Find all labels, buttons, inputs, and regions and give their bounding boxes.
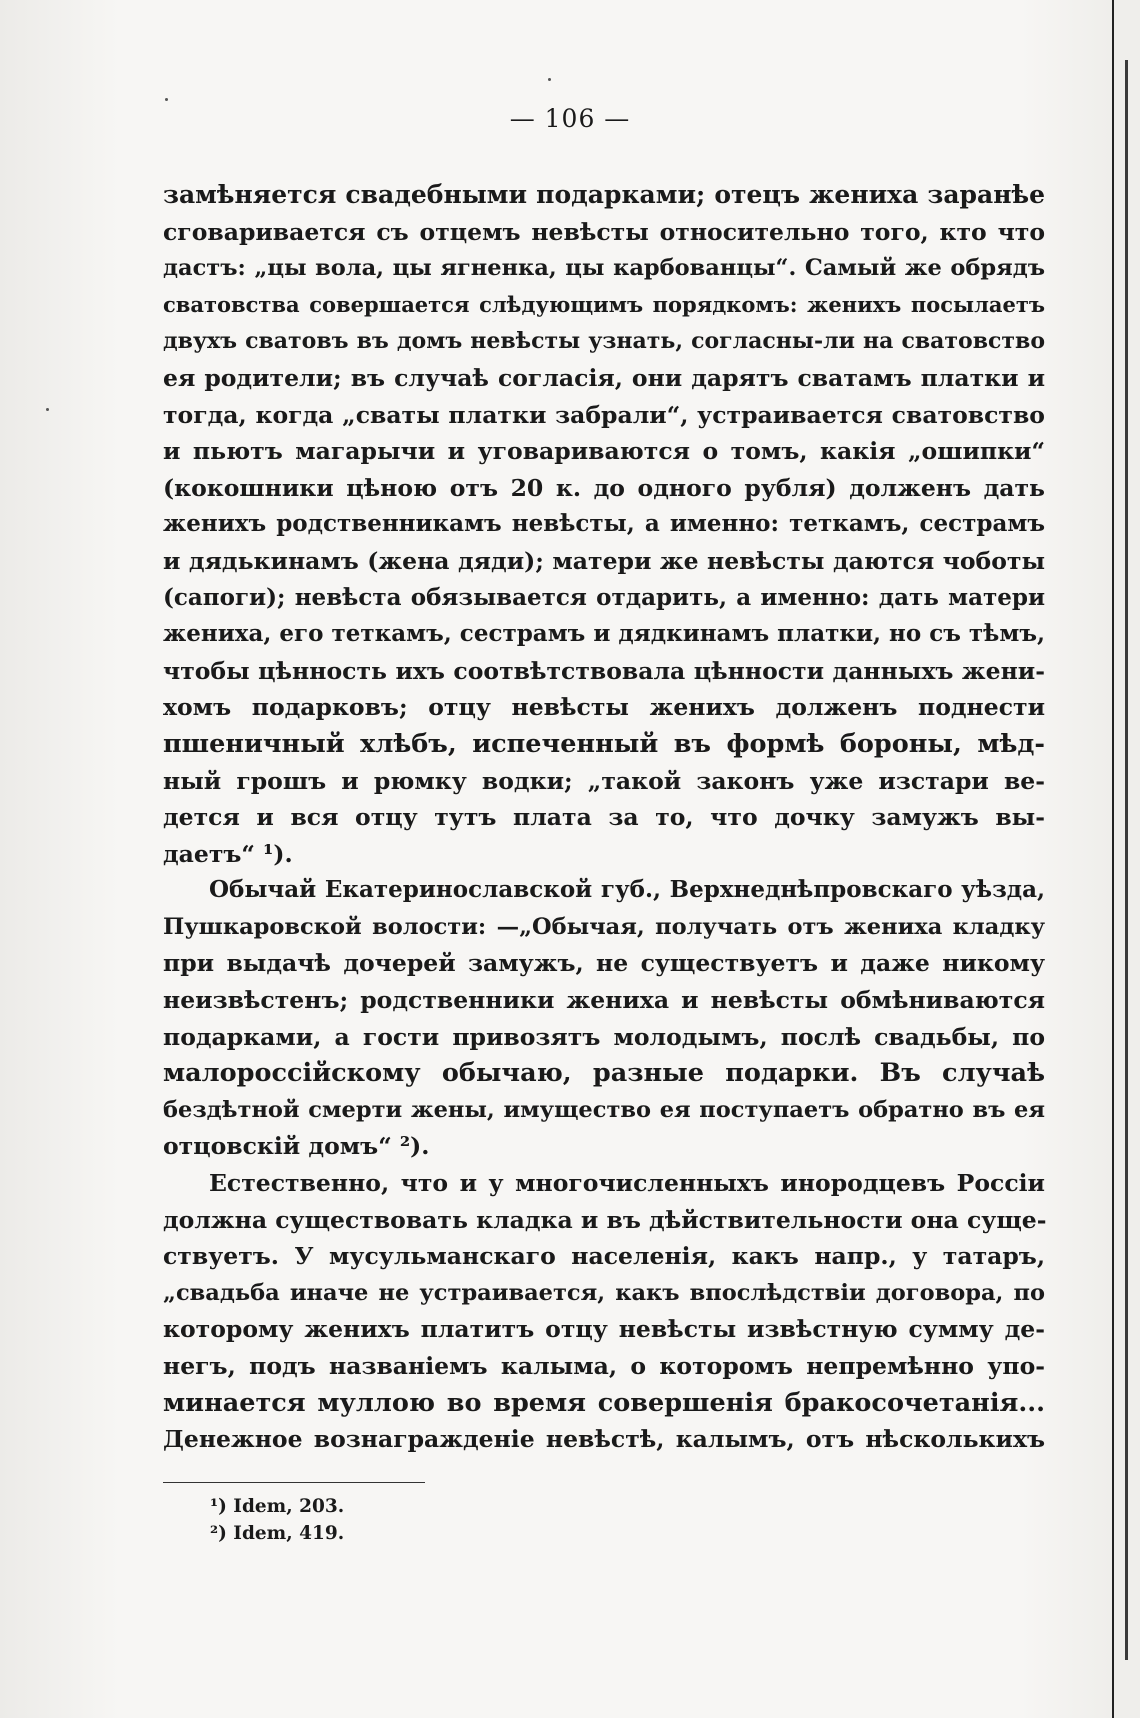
speck	[165, 98, 168, 101]
footnote-1: ¹) Idem, 203.	[210, 1496, 345, 1517]
text-line: двухъ сватовъ въ домъ невѣсты узнать, согласны-ли на сватовство	[163, 328, 1045, 355]
text-line: дется и вся отцу тутъ плата за то, что дочку замужъ вы-	[163, 803, 1045, 832]
footnote-2: ²) Idem, 419.	[210, 1523, 345, 1544]
text-line: ный грошъ и рюмку водки; „такой законъ уже изстари ве-	[163, 766, 1045, 795]
text-line: чтобы цѣнность ихъ соотвѣтствовала цѣнности данныхъ жени-	[163, 656, 1045, 685]
text-line: Денежное вознагражденіе невѣстѣ, калымъ, отъ нѣсколькихъ	[163, 1425, 1045, 1454]
page-edge-line	[1112, 0, 1114, 1718]
text-line: отцовскій домъ“ ²).	[163, 1132, 430, 1161]
footnotes	[210, 1493, 344, 1547]
text-line: хомъ подарковъ; отцу невѣсты женихъ долженъ поднести	[163, 693, 1045, 722]
text-line: Естественно, что и у многочисленныхъ инородцевъ Россіи	[209, 1169, 1045, 1198]
text-line: сватовства совершается слѣдующимъ порядкомъ: женихъ посылаетъ	[163, 291, 1045, 317]
text-line: дастъ: „цы вола, цы ягненка, цы карбованцы“. Самый же обрядъ	[163, 255, 1045, 282]
text-line: Обычай Екатеринославской губ., Верхнеднѣпровскаго уѣзда,	[209, 876, 1045, 904]
text-line: бездѣтной смерти жены, имущество ея поступаетъ обратно въ ея	[163, 1096, 1045, 1123]
text-line: тогда, когда „сваты платки забрали“, устраивается сватовство	[163, 400, 1045, 429]
text-line: даетъ“ ¹).	[163, 839, 293, 868]
text-line: (сапоги); невѣста обязывается отдарить, а именно: дать матери	[163, 583, 1045, 611]
text-line: должна существовать кладка и въ дѣйствительности она суще-	[163, 1205, 1047, 1234]
text-line: „свадьба иначе не устраивается, какъ впослѣдствіи договора, по	[163, 1279, 1045, 1306]
text-line: сговаривается съ отцемъ невѣсты относительно того, кто что	[163, 217, 1045, 246]
footnote-rule	[163, 1482, 425, 1483]
text-line: при выдачѣ дочерей замужъ, не существуетъ и даже никому	[163, 949, 1045, 978]
text-line: пшеничный хлѣбъ, испеченный въ формѣ бороны, мѣд-	[163, 728, 1045, 759]
text-line: минается муллою во время совершенія бракосочетанія...	[163, 1387, 1045, 1418]
text-line: которому женихъ платитъ отцу невѣсты извѣстную сумму де-	[163, 1315, 1045, 1344]
text-line: подарками, а гости привозятъ молодымъ, послѣ свадьбы, по	[163, 1022, 1045, 1051]
text-line: ствуетъ. У мусульманскаго населенія, какъ напр., у татаръ,	[163, 1242, 1045, 1271]
text-line: замѣняется свадебными подарками; отецъ жениха заранѣе	[163, 180, 1045, 209]
text-line: неизвѣстенъ; родственники жениха и невѣсты обмѣниваются	[163, 986, 1045, 1015]
text-line: (кокошники цѣною отъ 20 к. до одного рубля) долженъ дать	[163, 473, 1045, 502]
text-line: женихъ родственникамъ невѣсты, а именно: теткамъ, сестрамъ	[163, 510, 1045, 538]
page-number: — 106 —	[509, 104, 631, 133]
body-text	[163, 177, 1045, 1458]
text-line: и пьютъ магарычи и уговариваются о томъ, какія „ошипки“	[163, 437, 1045, 466]
page-edge-shadow	[1125, 60, 1128, 1660]
text-line: ея родители; въ случаѣ согласія, они дарятъ сватамъ платки и	[163, 363, 1045, 392]
speck	[46, 408, 49, 411]
text-line: малороссійскому обычаю, разные подарки. Въ случаѣ	[163, 1058, 1045, 1089]
speck	[548, 78, 551, 81]
text-line: жениха, его теткамъ, сестрамъ и дядкинамъ платки, но съ тѣмъ,	[163, 620, 1045, 648]
text-line: Пушкаровской волости: —„Обычая, получать отъ жениха кладку	[163, 913, 1045, 940]
text-line: и дядькинамъ (жена дяди); матери же невѣсты даются чоботы	[163, 546, 1045, 575]
text-line: негъ, подъ названіемъ калыма, о которомъ непремѣнно упо-	[163, 1352, 1045, 1380]
